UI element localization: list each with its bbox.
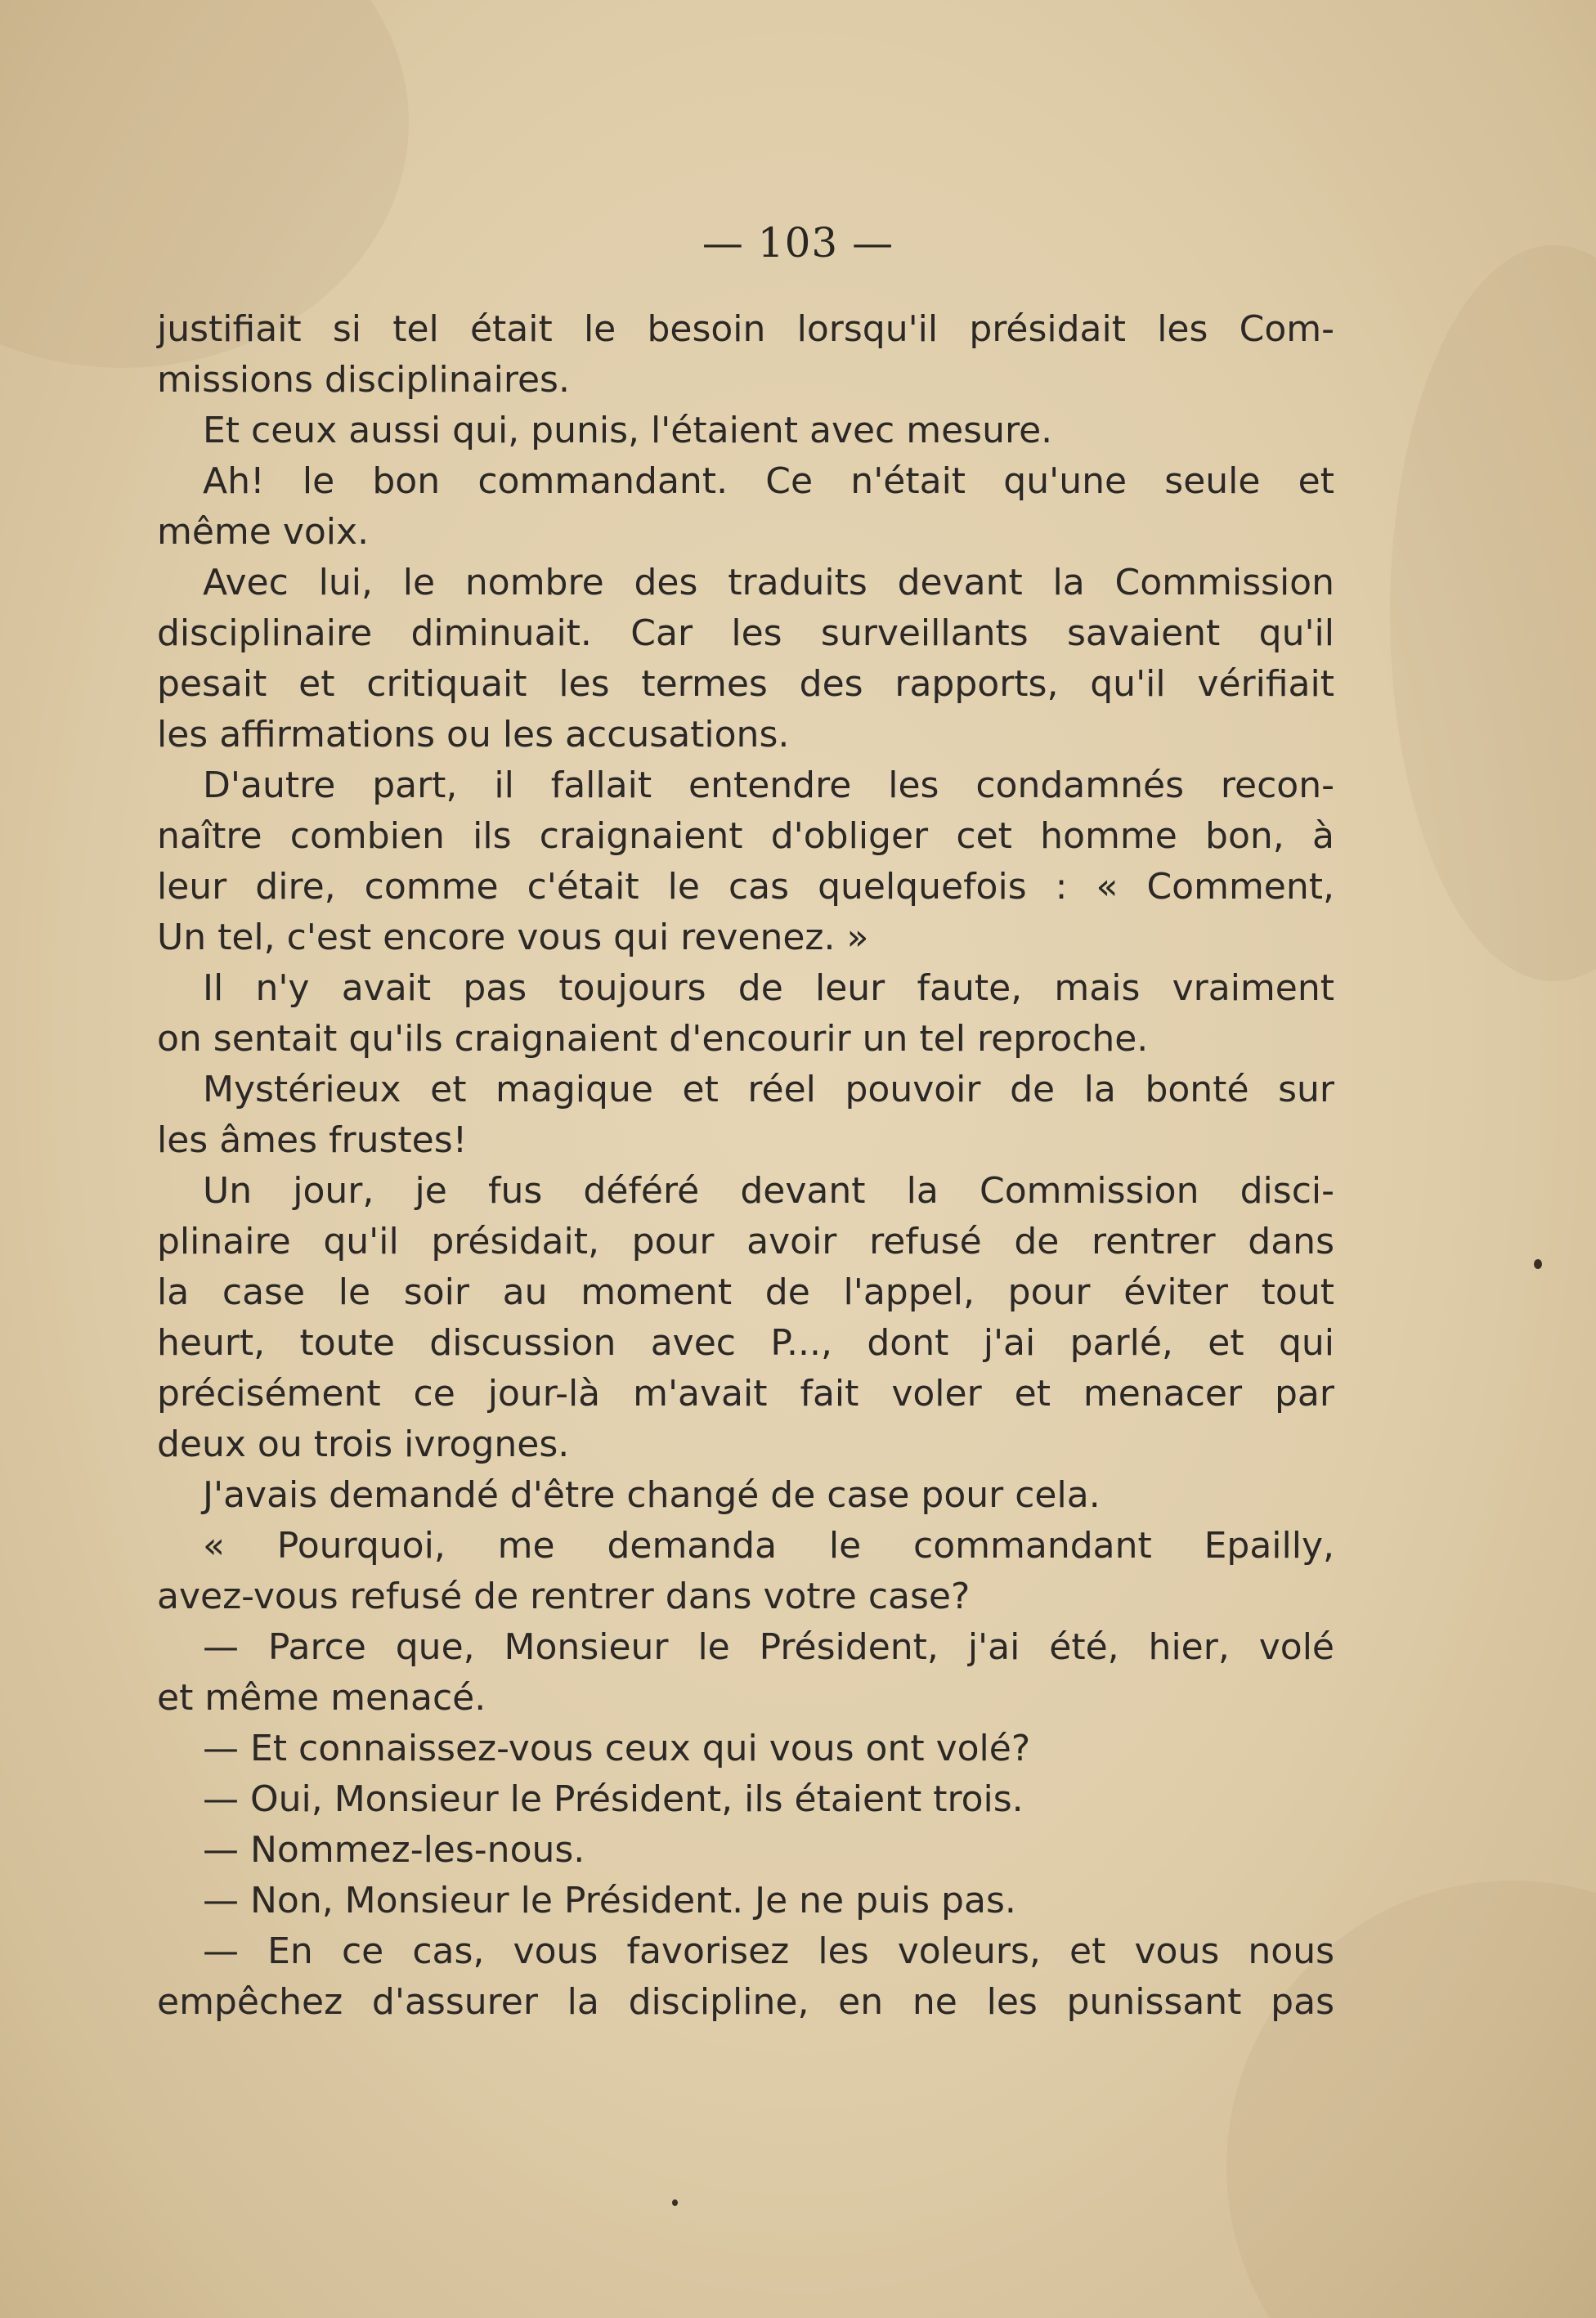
text-line: la case le soir au moment de l'appel, pour éviter tout (157, 1271, 1334, 1313)
paper-stain (1390, 245, 1596, 981)
text-line: heurt, toute discussion avec P..., dont j'ai parlé, et qui (157, 1322, 1334, 1364)
text-line: — En ce cas, vous favorisez les voleurs, et vous nous (203, 1930, 1334, 1972)
text-line: Un tel, c'est encore vous qui revenez. » (157, 917, 869, 958)
page-number: — 103 — (702, 219, 894, 267)
text-line: missions disciplinaires. (157, 359, 570, 401)
text-line: Il n'y avait pas toujours de leur faute, mais vraiment (203, 967, 1334, 1009)
body-text (157, 304, 1334, 2028)
text-line: « Pourquoi, me demanda le commandant Epailly, (203, 1525, 1334, 1567)
text-line: J'avais demandé d'être changé de case pour cela. (203, 1474, 1101, 1516)
text-line: — Non, Monsieur le Président. Je ne puis pas. (203, 1880, 1016, 1921)
text-line: Et ceux aussi qui, punis, l'étaient avec mesure. (203, 410, 1053, 451)
text-line: Un jour, je fus déféré devant la Commission disci- (203, 1170, 1334, 1212)
text-line: et même menacé. (157, 1677, 486, 1719)
text-line: D'autre part, il fallait entendre les condamnés recon- (203, 764, 1334, 806)
text-line: — Oui, Monsieur le Président, ils étaient trois. (203, 1778, 1024, 1820)
ink-speck (672, 2199, 678, 2206)
text-line: deux ou trois ivrognes. (157, 1424, 570, 1465)
text-line: avez-vous refusé de rentrer dans votre case? (157, 1576, 971, 1617)
text-line: naître combien ils craignaient d'obliger cet homme bon, à (157, 815, 1334, 857)
text-line: — Nommez-les-nous. (203, 1829, 585, 1871)
text-line: les affirmations ou les accusations. (157, 714, 790, 755)
text-line: plinaire qu'il présidait, pour avoir refusé de rentrer dans (157, 1221, 1334, 1262)
text-line: même voix. (157, 511, 370, 553)
text-line: — Parce que, Monsieur le Président, j'ai été, hier, volé (203, 1626, 1334, 1668)
text-line: pesait et critiquait les termes des rapports, qu'il vérifiait (157, 663, 1334, 705)
text-line: Mystérieux et magique et réel pouvoir de la bonté sur (203, 1069, 1334, 1110)
text-line: on sentait qu'ils craignaient d'encourir un tel reproche. (157, 1018, 1149, 1060)
text-line: les âmes frustes! (157, 1119, 468, 1161)
text-line: précisément ce jour-là m'avait fait voler et menacer par (157, 1373, 1334, 1415)
text-line: justifiait si tel était le besoin lorsqu'il présidait les Com- (157, 308, 1334, 350)
text-line: empêchez d'assurer la discipline, en ne les punissant pas (157, 1981, 1334, 2023)
text-line: Avec lui, le nombre des traduits devant la Commission (203, 562, 1334, 603)
ink-speck (1534, 1259, 1542, 1269)
text-line: — Et connaissez-vous ceux qui vous ont volé? (203, 1728, 1031, 1769)
text-line: leur dire, comme c'était le cas quelquefois : « Comment, (157, 866, 1334, 908)
text-line: Ah! le bon commandant. Ce n'était qu'une seule et (203, 460, 1334, 502)
text-line: disciplinaire diminuait. Car les surveillants savaient qu'il (157, 612, 1334, 654)
